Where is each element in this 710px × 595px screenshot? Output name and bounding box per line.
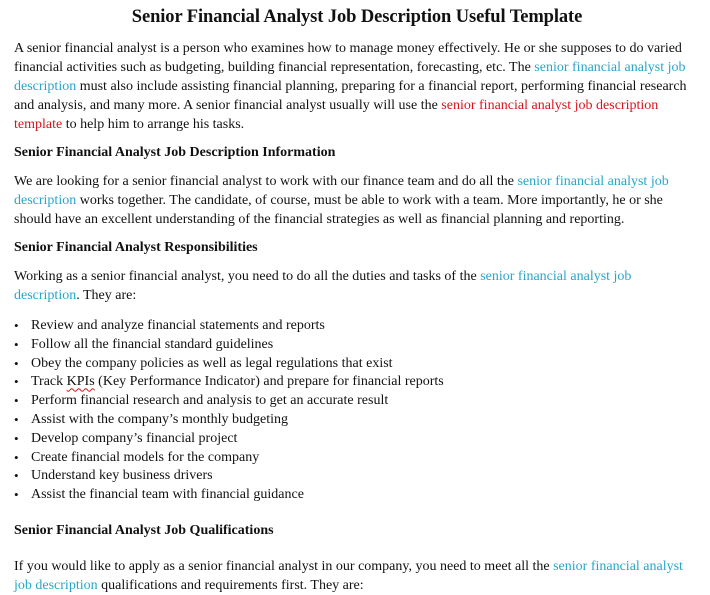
intro-text-3: to help him to arrange his tasks. <box>62 117 245 132</box>
job-description-template-link[interactable]: senior financial analyst job description template <box>14 98 659 132</box>
list-item: • Perform financial research and analysis to get an accurate result <box>31 392 700 411</box>
qualifications-text-2: qualifications and requirements first. They are: <box>97 577 364 593</box>
information-text-2: works together. The candidate, of course, must be able to work with a team. More importantly, he or she should have an excellent understanding of the financial strategies as well as financial planning and reporting. <box>14 193 663 227</box>
job-description-link[interactable]: senior financial analyst job description <box>14 269 632 303</box>
responsibilities-paragraph <box>14 267 700 305</box>
section-heading-responsibilities: Senior Financial Analyst Responsibilities <box>14 240 258 255</box>
job-description-link[interactable]: senior financial analyst job description <box>14 60 686 94</box>
spellcheck-flagged-word[interactable]: KPIs <box>66 374 95 390</box>
qualifications-paragraph <box>14 557 700 595</box>
intro-text-2: must also include assisting financial planning, preparing for a financial report, performing financial research and analysis, and many more. A senior financial analyst usually will use the <box>14 79 687 113</box>
list-item-text: (Key Performance Indicator) and prepare for financial reports <box>94 374 444 390</box>
list-item: • Understand key business drivers <box>31 467 700 486</box>
information-paragraph <box>14 172 700 229</box>
responsibilities-list <box>14 317 700 505</box>
responsibilities-text-1: Working as a senior financial analyst, you need to do all the duties and tasks of the <box>14 269 481 284</box>
qualifications-text-1: If you would like to apply as a senior financial analyst in our company, you need to meet all the <box>14 558 554 574</box>
spacer <box>14 505 700 521</box>
section-heading-information: Senior Financial Analyst Job Description Information <box>14 145 336 160</box>
job-description-link[interactable]: senior financial analyst job description <box>14 174 669 208</box>
job-description-link[interactable]: senior financial analyst job description <box>14 558 683 593</box>
information-text-1: We are looking for a senior financial analyst to work with our finance team and do all the <box>14 174 518 189</box>
list-item: • Create financial models for the company <box>31 449 700 468</box>
list-item: • Assist the financial team with financial guidance <box>31 486 700 505</box>
list-item-text: Track <box>31 374 67 390</box>
list-item <box>31 373 700 392</box>
intro-text-1: A senior financial analyst is a person who examines how to manage money effectively. He or she supposes to do varied financial activities such as budgeting, building financial representation, forecasting, etc. The <box>14 41 682 75</box>
responsibilities-text-2: . They are: <box>76 288 137 303</box>
intro-paragraph <box>14 39 700 134</box>
list-item: • Assist with the company’s monthly budgeting <box>31 411 700 430</box>
list-item: • Develop company’s financial project <box>31 430 700 449</box>
list-item: • Follow all the financial standard guidelines <box>31 336 700 355</box>
list-item: • Obey the company policies as well as legal regulations that exist <box>31 355 700 374</box>
section-heading-qualifications: Senior Financial Analyst Job Qualifications <box>14 522 274 538</box>
list-item: • Review and analyze financial statements and reports <box>31 317 700 336</box>
document-title: Senior Financial Analyst Job Description Useful Template <box>131 7 583 27</box>
